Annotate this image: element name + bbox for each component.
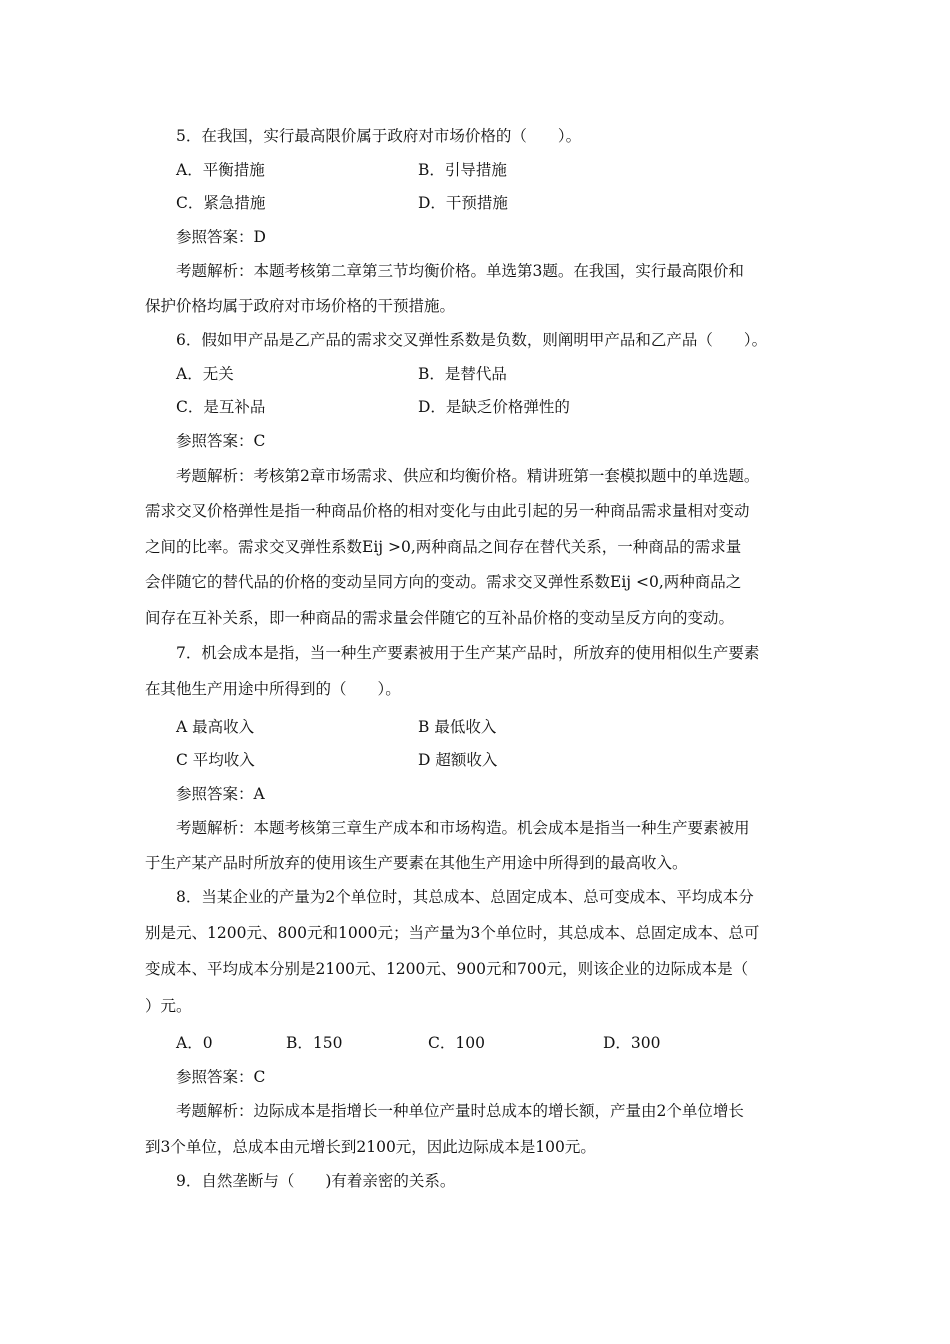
q7-option-d: D 超额收入 — [418, 751, 498, 769]
q5-option-d: D．干预措施 — [418, 194, 508, 212]
q6-analysis-line: 考题解析：考核第2章市场需求、供应和均衡价格。精讲班第一套模拟题中的单选题。 — [176, 467, 760, 485]
question-9-stem: 9．自然垄断与（ )有着亲密的关系。 — [176, 1172, 456, 1190]
q8-option-d: D．300 — [603, 1034, 661, 1052]
q8-analysis-line: 到3个单位，总成本由元增长到2100元，因此边际成本是100元。 — [145, 1138, 596, 1156]
question-6-stem: 6．假如甲产品是乙产品的需求交叉弹性系数是负数，则阐明甲产品和乙产品（ ）。 — [176, 331, 768, 349]
q5-option-c: C．紧急措施 — [176, 194, 266, 212]
q8-option-b: B．150 — [286, 1034, 343, 1052]
question-5-stem: 5．在我国，实行最高限价属于政府对市场价格的（ ）。 — [176, 127, 582, 145]
q7-analysis-line: 于生产某产品时所放弃的使用该生产要素在其他生产用途中所得到的最高收入。 — [145, 854, 688, 872]
q7-option-b: B 最低收入 — [418, 718, 497, 736]
q6-analysis-line: 需求交叉价格弹性是指一种商品价格的相对变化与由此引起的另一种商品需求量相对变动 — [145, 502, 750, 520]
q6-option-a: A．无关 — [176, 365, 234, 383]
q6-option-d: D．是缺乏价格弹性的 — [418, 398, 570, 416]
q7-option-c: C 平均收入 — [176, 751, 255, 769]
q6-analysis-line: 会伴随它的替代品的价格的变动呈同方向的变动。需求交叉弹性系数Eij <0,两种商品之 — [145, 573, 742, 591]
question-8-stem: ）元。 — [145, 997, 192, 1015]
question-7-stem: 在其他生产用途中所得到的（ ）。 — [145, 680, 401, 698]
q7-option-a: A 最高收入 — [176, 718, 255, 736]
q8-answer: 参照答案：C — [176, 1068, 266, 1086]
question-8-stem: 别是元、1200元、800元和1000元；当产量为3个单位时，其总成本、总固定成本、总可 — [145, 924, 760, 942]
q8-option-a: A．0 — [176, 1034, 213, 1052]
question-7-stem: 7．机会成本是指，当一种生产要素被用于生产某产品时，所放弃的使用相似生产要素 — [176, 644, 760, 662]
q6-option-c: C．是互补品 — [176, 398, 266, 416]
question-8-stem: 8．当某企业的产量为2个单位时，其总成本、总固定成本、总可变成本、平均成本分 — [176, 888, 754, 906]
q5-answer: 参照答案：D — [176, 228, 266, 246]
q6-analysis-line: 之间的比率。需求交叉弹性系数Eij >0,两种商品之间存在替代关系，一种商品的需求量 — [145, 538, 742, 556]
q5-option-b: B．引导措施 — [418, 161, 507, 179]
q5-option-a: A．平衡措施 — [176, 161, 265, 179]
q6-answer: 参照答案：C — [176, 432, 266, 450]
q5-analysis-line: 考题解析：本题考核第二章第三节均衡价格。单选第3题。在我国，实行最高限价和 — [176, 262, 744, 280]
question-8-stem: 变成本、平均成本分别是2100元、1200元、900元和700元，则该企业的边际成本是（ — [145, 960, 749, 978]
q6-analysis-line: 间存在互补关系，即一种商品的需求量会伴随它的互补品价格的变动呈反方向的变动。 — [145, 609, 735, 627]
q8-option-c: C．100 — [428, 1034, 485, 1052]
q5-analysis-line: 保护价格均属于政府对市场价格的干预措施。 — [145, 297, 456, 315]
q7-answer: 参照答案：A — [176, 785, 265, 803]
q6-option-b: B．是替代品 — [418, 365, 507, 383]
q7-analysis-line: 考题解析：本题考核第三章生产成本和市场构造。机会成本是指当一种生产要素被用 — [176, 819, 750, 837]
q8-analysis-line: 考题解析：边际成本是指增长一种单位产量时总成本的增长额，产量由2个单位增长 — [176, 1102, 744, 1120]
